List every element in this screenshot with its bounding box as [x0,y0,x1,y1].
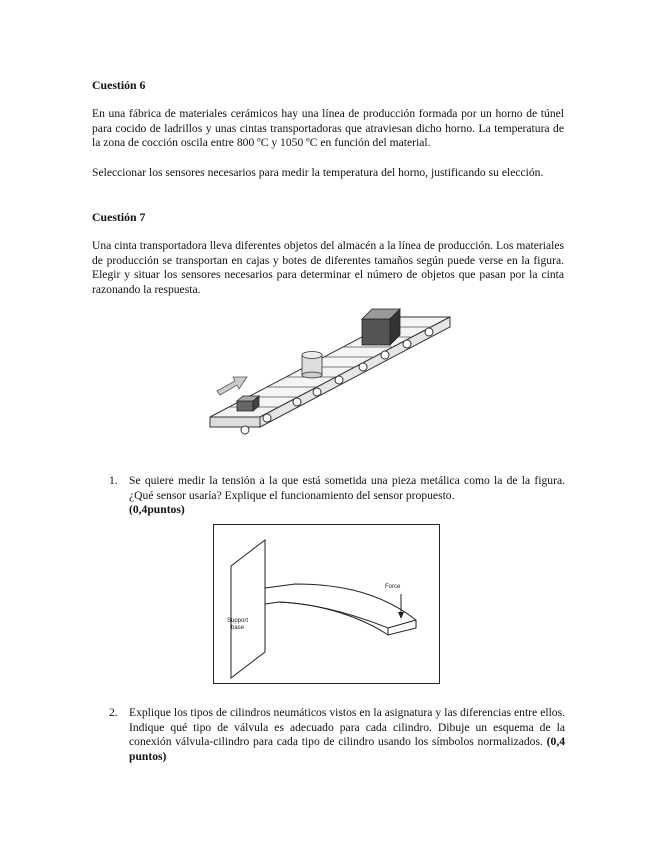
item-2-points: (0,4 puntos) [129,735,566,764]
cantilever-beam-figure [213,524,440,690]
item-2-body: Explique los tipos de cilindros neumáticos vistos en la asignatura y las diferencias entre ellos. Indique qué tipo de válvula es adecuado para cada cilindro. Dibuje un esquema de la conexión válvula-cilindro para cada tipo de cilindro usando los símbolos normalizados. [129,706,565,749]
question-6-paragraph-1: En una fábrica de materiales cerámicos hay una línea de producción formada por un horno de túnel para cocido de ladrillos y unas cintas transportadoras que atraviesan dicho horno. La temperatura de la zona de cocción oscila entre 800 ºC y 1050 ºC en función del material. [92,107,564,150]
question-6-heading: Cuestión 6 [92,78,146,92]
question-7-heading: Cuestión 7 [92,210,146,224]
question-7-paragraph: Una cinta transportadora lleva diferentes objetos del almacén a la línea de producción. Los materiales de producción se transportan en cajas y botes de diferentes tamaños según puede verse en la figura. Elegir y situar los sensores necesarios para determinar el número de objetos que pasan por la cinta razonando la respuesta. [92,239,564,297]
question-6-paragraph-2: Seleccionar los sensores necesarios para medir la temperatura del horno, justificando su elección. [92,166,544,179]
item-1-text [129,474,565,518]
item-2-text [129,706,565,765]
item-1-points: (0,4puntos) [129,503,185,517]
force-label: Force [385,584,401,590]
conveyor-belt-figure [205,305,455,445]
item-1-number: 1. [109,474,118,487]
item-2-number: 2. [109,706,118,719]
item-1-body: Se quiere medir la tensión a la que está sometida una pieza metálica como la de la figura. ¿Qué sensor usaría? Explique el funcionamiento del sensor propuesto. [129,474,565,502]
support-label: Support [227,618,249,624]
base-label: base [231,625,245,631]
